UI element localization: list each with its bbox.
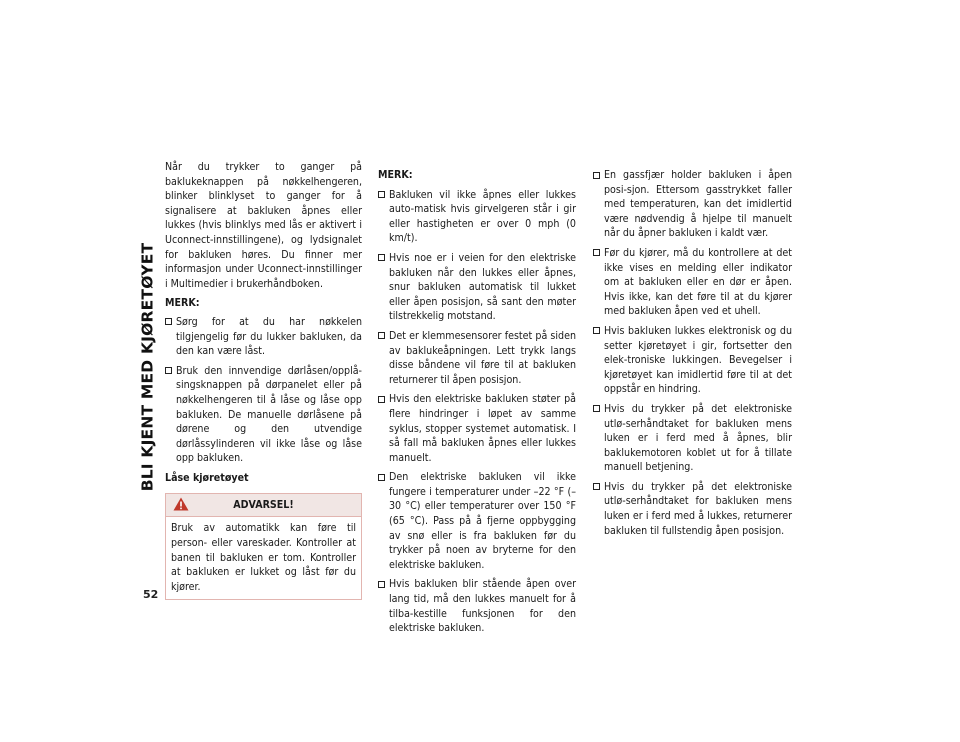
list-item: Før du kjører, må du kontrollere at det ikke vises en melding eller indikator om at bakluken eller en dør er åpen. Hvis ikke, kan det føre til at du kjører med bakluken åpen ved et uhell. xyxy=(593,246,792,319)
note-label: MERK: xyxy=(165,297,200,310)
column-3 xyxy=(593,168,792,543)
list-item: Sørg for at du har nøkkelen tilgjengelig før du lukker bakluken, da den kan være låst. xyxy=(165,315,362,359)
page-number: 52 xyxy=(143,588,159,601)
list-item: Hvis den elektriske bakluken støter på flere hindringer i løpet av samme syklus, stopper systemet automatisk. I så fall må bakluken åpnes eller lukkes manuelt. xyxy=(378,392,576,465)
column-2 xyxy=(378,168,576,641)
section-heading: Låse kjøretøyet xyxy=(165,471,249,484)
intro-paragraph: Når du trykker to ganger på baklukeknappen på nøkkelhengeren, blinker blinklyset to ganger for å signalisere at bakluken åpnes eller lukkes (hvis blinklys med lås er aktivert i Uconnect-innstillingene), og lydsignalet for bakluken høres. Du finner mer informasjon under Uconnect-innstillinger i Multimedier i brukerhåndboken. xyxy=(165,161,362,290)
note-list xyxy=(593,168,792,538)
list-item: Bakluken vil ikke åpnes eller lukkes auto-matisk hvis girvelgeren står i gir eller hastigheten er over 0 mph (0 km/t). xyxy=(378,188,576,246)
note-label: MERK: xyxy=(378,169,413,181)
warning-title: ADVARSEL! xyxy=(233,499,294,512)
list-item: Hvis noe er i veien for den elektriske bakluken når den lukkes eller åpnes, snur bakluken automatisk til lukket eller åpen posisjon, så sant den møter tilstrekkelig motstand. xyxy=(378,251,576,324)
warning-body: Bruk av automatikk kan føre til person- eller vareskader. Kontroller at banen til bakluken er tom. Kontroller at bakluken er lukket og låst før du kjører. xyxy=(171,522,356,593)
warning-box xyxy=(165,493,362,600)
chapter-side-tab xyxy=(136,170,158,564)
list-item: Hvis bakluken blir stående åpen over lang tid, må den lukkes manuelt for å tilba-kestille funksjonen for den elektriske bakluken. xyxy=(378,577,576,635)
note-list xyxy=(378,188,576,636)
note-list xyxy=(165,315,362,466)
list-item: Hvis bakluken lukkes elektronisk og du setter kjøretøyet i gir, fortsetter den elek-troniske lukkingen. Bevegelser i kjøretøyet kan imidlertid føre til at det oppstår en hindring. xyxy=(593,324,792,397)
list-item: Bruk den innvendige dørlåsen/opplå-singsknappen på dørpanelet eller på nøkkelhengeren til å låse og låse opp bakluken. De manuelle dørlåsene på dørene og den utvendige dørlåssylinderen vil ikke låse og låse opp bakluken. xyxy=(165,364,362,466)
chapter-title: BLI KJENT MED KJØRETØYET xyxy=(138,242,157,492)
warning-header xyxy=(166,494,361,517)
list-item: Hvis du trykker på det elektroniske utlø-serhåndtaket for bakluken mens luken er i ferd med å åpnes, blir baklukemotoren koblet ut for å tillate manuell betjening. xyxy=(593,402,792,475)
list-item: Hvis du trykker på det elektroniske utlø-serhåndtaket for bakluken mens luken er i ferd med å lukkes, returnerer bakluken til fullstendig åpen posisjon. xyxy=(593,480,792,538)
list-item: Den elektriske bakluken vil ikke fungere i temperaturer under –22 °F (–30 °C) eller temperaturer over 150 °F (65 °C). Pass på å fjerne oppbygging av snø eller is fra bakluken før du trykker på noen av bryterne for den elektriske bakluken. xyxy=(378,470,576,572)
warning-triangle-icon xyxy=(173,497,189,511)
list-item: Det er klemmesensorer festet på siden av baklukeåpningen. Lett trykk langs disse båndene vil føre til at bakluken returnerer til åpen posisjon. xyxy=(378,329,576,387)
list-item: En gassfjær holder bakluken i åpen posi-sjon. Ettersom gasstrykket faller med temperaturen, kan det imidlertid være nødvendig å hjelpe til manuelt når du åpner bakluken i kaldt vær. xyxy=(593,168,792,241)
column-1 xyxy=(165,160,362,600)
